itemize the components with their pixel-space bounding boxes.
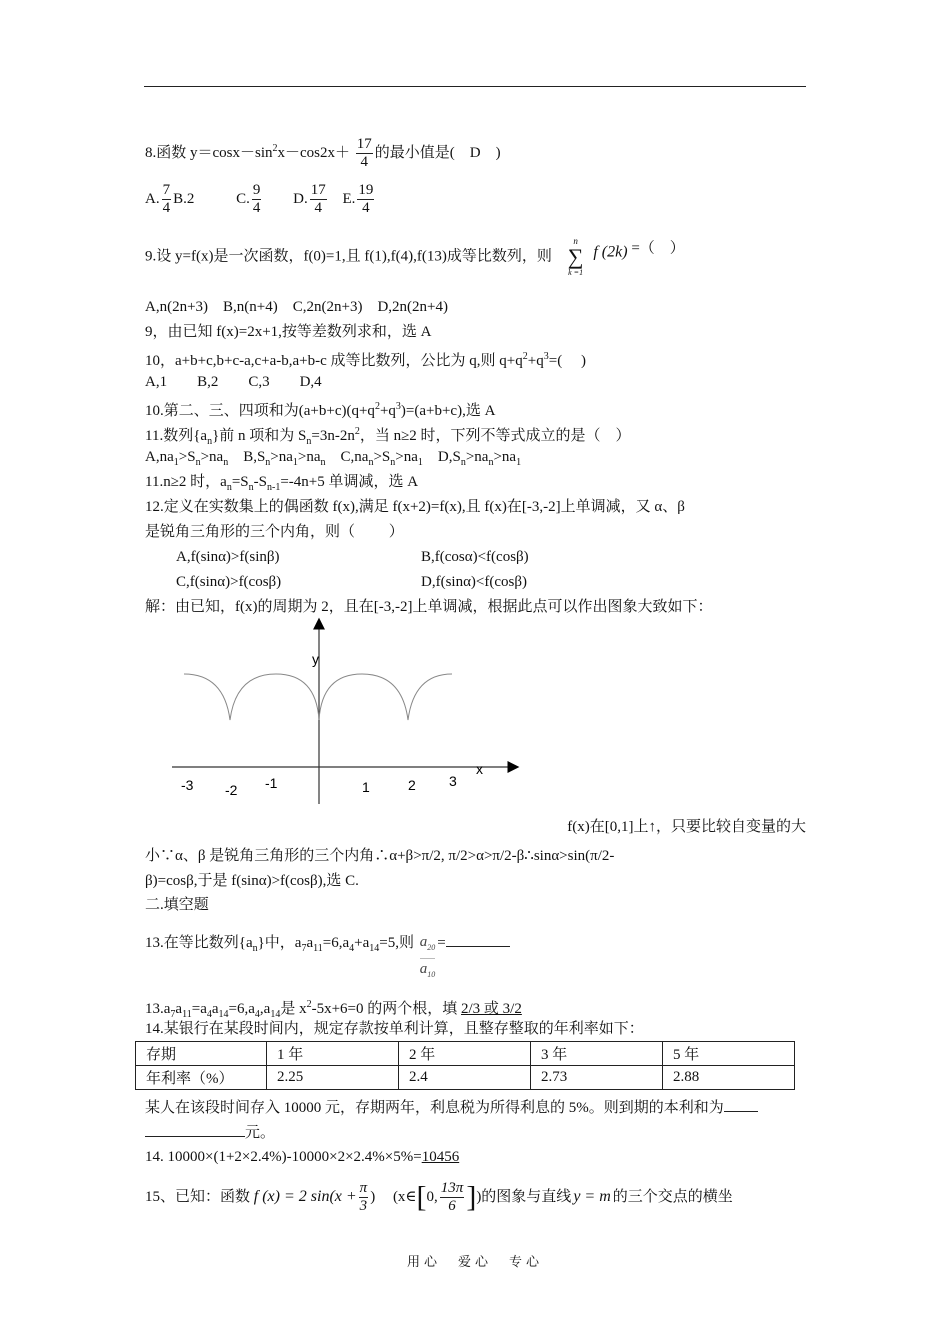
question-15: 15、已知：函数 f (x) = 2 sin(x + $\frac{\pi}{3}$ ) (x∈[0, $\frac{13\pi}{6}$ ])的图象与直线 y = m 的三个交点的横坐 [145, 1180, 733, 1214]
question-8-options: A. $\frac{7}{4}$ B.2 C. $\frac{9}{4}$ D. $\frac{17}{4}$ E. $\frac{19}{4}$ [145, 182, 374, 216]
y-axis-label: y [312, 651, 319, 667]
table-cell: 存期 [136, 1042, 267, 1066]
question-9: 9.设 y=f(x)是一次函数，f(0)=1,且 f(1),f(4),f(13)成等比数列，则 n ∑ k =1 f (2k) =（ ） [145, 236, 685, 277]
question-12-option-d: D,f(sinα)<f(cosβ) [421, 574, 528, 590]
question-12-continuation-1: f(x)在[0,1]上↑，只要比较自变量的大 [567, 819, 806, 835]
table-cell: 2.25 [267, 1066, 399, 1090]
table-cell: 1 年 [267, 1042, 399, 1066]
question-12-line1: 12.定义在实数集上的偶函数 f(x),满足 f(x+2)=f(x),且 f(x)在[-3,-2]上单调减，又 α、β [145, 499, 685, 515]
table-cell: 2.4 [399, 1066, 531, 1090]
question-11: 11.数列$\{a_n\}$前 n 项和为 $S_n=3n-2n^2$，当 n≥2 时，下列不等式成立的是（ ） [145, 426, 631, 447]
question-12-line2: 是锐角三角形的三个内角，则（ ） [145, 524, 404, 540]
x-axis-label: x [476, 761, 483, 777]
table-cell: 2.73 [531, 1066, 663, 1090]
tick-label: -3 [181, 777, 194, 793]
question-10-answer: 10.第二、三、四项和为$(a+b+c)(q+q^2+q^3)=(a+b+c)$,选 A [145, 401, 496, 419]
question-12-continuation-3: β)=cosβ,于是 f(sinα)>f(cosβ),选 C. [145, 873, 359, 889]
header-rule [144, 86, 806, 87]
question-10-options: A,1 B,2 C,3 D,4 [145, 374, 322, 390]
graph-svg [172, 614, 522, 809]
table-cell: 2.88 [663, 1066, 795, 1090]
question-12-solution: 解：由已知，f(x)的周期为 2，且在[-3,-2]上单调减，根据此点可以作出图象大致如下： [145, 599, 713, 615]
question-14-text-2: 元。 [145, 1122, 275, 1143]
tick-label: -1 [265, 775, 278, 791]
question-11-answer: 11.n≥2 时，$a_n=S_n-S_{n-1}=-4n+5$ 单调减，选 A [145, 474, 419, 493]
question-10: 10，a+b+c,b+c-a,c+a-b,a+b-c 成等比数列，公比为 q,则 $q+q^2+q^3=$( ) [145, 351, 586, 369]
answer-blank[interactable] [446, 932, 510, 947]
table-row [136, 1042, 795, 1066]
answer-blank[interactable] [145, 1122, 245, 1137]
question-12-option-a: A,f(sinα)>f(sinβ) [176, 549, 280, 565]
tick-label: 1 [362, 779, 370, 795]
function-curve [184, 674, 452, 720]
table-cell: 年利率（%） [136, 1066, 267, 1090]
question-13-answer: $13.a_7a_{11}=a_4a_{14}=6,a_4,a_{14}$是 $x^2-5x+6=0$ 的两个根，填 2/3 或 3/2 [145, 999, 522, 1020]
question-12-option-b: B,f(cosα)<f(cosβ) [421, 549, 529, 565]
question-9-options: A,n(2n+3) B,n(n+4) C,2n(2n+3) D,2n(2n+4) [145, 299, 448, 315]
question-13: 13.在等比数列$\{a_n\}$中，$a_7a_{11}=6,a_4+a_{14}=5$,则 $\frac{a_{20}}{a_{10}}$ = [145, 932, 510, 985]
question-14: 14.某银行在某段时间内，规定存款按单利计算，且整存整取的年利率如下： [145, 1021, 644, 1037]
question-9-answer: 9，由已知 f(x)=2x+1,按等差数列求和，选 A [145, 324, 432, 340]
table-row [136, 1066, 795, 1090]
question-14-answer: 14. 10000×(1+2×2.4%)-10000×2×2.4%×5%=10456 [145, 1149, 460, 1165]
section-heading: 二.填空题 [145, 897, 209, 913]
table-cell: 5 年 [663, 1042, 795, 1066]
tick-label: -2 [225, 782, 238, 798]
question-14-text: 某人在该段时间存入 10000 元，存期两年，利息税为所得利息的 5%。则到期的本利和为 [145, 1097, 758, 1118]
question-12-continuation-2: 小∵α、β 是锐角三角形的三个内角∴α+β>π/2, π/2>α>π/2-β∴sinα>sin(π/2- [145, 848, 615, 864]
tick-label: 3 [449, 773, 457, 789]
function-graph [172, 614, 522, 814]
page-footer: 用心 爱心 专心 [406, 1254, 543, 1269]
tick-label: 2 [408, 777, 416, 793]
question-8: 8.函数 $y=\cos x-\sin^2x-\cos 2x+$ $\frac{17}{4}$ 的最小值是( D ) [145, 136, 501, 170]
question-11-options: $A,na_1>S_n>na_n$ $B,S_n>na_1>na_n$ $C,na_n>S_n>na_1$ $D,S_n>na_n>na_1$ [145, 449, 522, 468]
fraction: $\frac{17}{4}$ [356, 136, 372, 170]
question-12-option-c: C,f(sinα)>f(cosβ) [176, 574, 282, 590]
table-cell: 3 年 [531, 1042, 663, 1066]
answer-blank[interactable] [724, 1097, 758, 1112]
table-cell: 2 年 [399, 1042, 531, 1066]
interest-rate-table [135, 1041, 795, 1090]
